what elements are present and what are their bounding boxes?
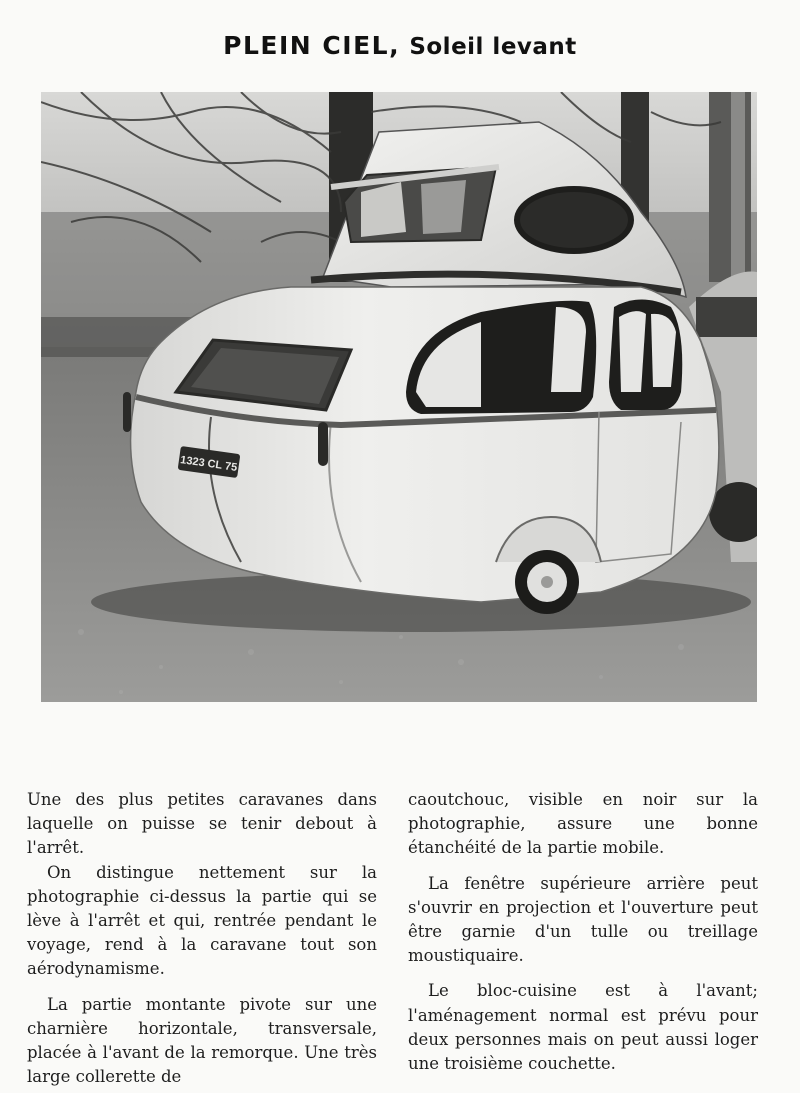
paragraph: caoutchouc, visible en noir sur la photographie, assure une bonne étanchéité de la partie mobile. <box>408 790 758 858</box>
title-sub: Soleil levant <box>409 33 577 60</box>
text-column-right <box>408 788 758 1076</box>
page-title <box>0 31 800 60</box>
license-plate: 1323 CL 75 <box>179 454 238 474</box>
paragraph: On distingue nettement sur la photographie ci-dessus la partie qui se lève à l'arrêt et qui, rentrée pendant le voyage, rend à la caravane tout son aérodynamisme. <box>27 862 377 979</box>
paragraph: La partie montante pivote sur une charnière horizontale, transversale, placée à l'avant de la remorque. Une très large collerette de <box>27 994 377 1087</box>
paragraph: Une des plus petites caravanes dans laquelle on puisse se tenir debout à l'arrêt. <box>27 790 377 858</box>
title-main: PLEIN CIEL, <box>223 30 401 60</box>
text-column-left <box>27 788 377 1089</box>
caravan-photo <box>41 92 757 702</box>
paragraph: La fenêtre supérieure arrière peut s'ouvrir en projection et l'ouverture peut être garnie d'un tulle ou treillage moustiquaire. <box>408 873 758 966</box>
paragraph: Le bloc-cuisine est à l'avant; l'aménagement normal est prévu pour deux personnes mais on peut aussi loger une troisième couchette. <box>408 981 758 1074</box>
